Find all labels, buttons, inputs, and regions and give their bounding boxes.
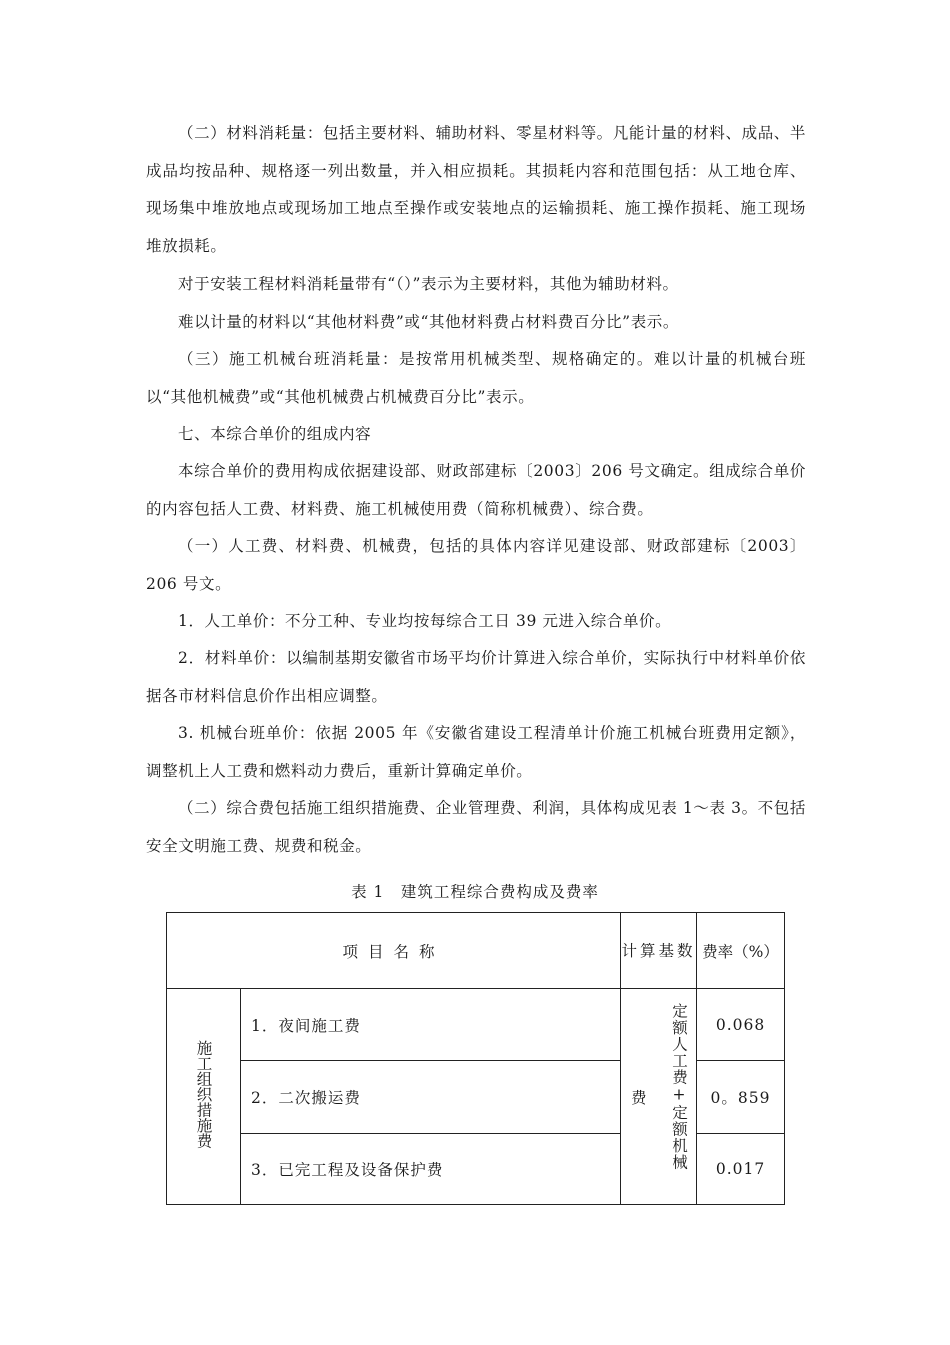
table-caption: 表 1 建筑工程综合费构成及费率 [351, 883, 599, 901]
category-cell [167, 989, 241, 1205]
rate-cell: 0.068 [697, 989, 785, 1061]
rate-cell: 0。859 [697, 1061, 785, 1134]
item-cell: 2．二次搬运费 [241, 1061, 621, 1134]
header-rate: 费率（%） [697, 913, 785, 989]
table-header-row [167, 913, 785, 989]
header-item-name: 项目名称 [167, 913, 621, 989]
calc-base-cell [621, 989, 697, 1205]
table-row [167, 989, 785, 1061]
section-heading-7: 七、本综合单价的组成内容 [178, 425, 372, 443]
fee-rate-table [166, 912, 785, 1205]
paragraph-machine-unit-price: 3. 机械台班单价：依据 2005 年《安徽省建设工程清单计价施工机械台班费用定额》，调整机上人工费和燃料动力费后，重新计算确定单价。 [146, 724, 806, 780]
paragraph-main-material-note: 对于安装工程材料消耗量带有“（）”表示为主要材料，其他为辅助材料。 [178, 275, 679, 293]
rate-cell: 0.017 [697, 1134, 785, 1205]
paragraph-composition-basis: 本综合单价的费用构成依据建设部、财政部建标〔2003〕206 号文确定。组成综合单价的内容包括人工费、材料费、施工机械使用费（简称机械费）、综合费。 [146, 462, 806, 518]
calc-base-right-text: 定额人工费+定额机械 [670, 1003, 689, 1171]
category-label: 施工组织措施费 [194, 1040, 213, 1149]
paragraph-machinery-consumption: （三）施工机械台班消耗量：是按常用机械类型、规格确定的。难以计量的机械台班以“其他机械费”或“其他机械费占机械费百分比”表示。 [146, 350, 806, 406]
item-cell: 1．夜间施工费 [241, 989, 621, 1061]
item-cell: 3．已完工程及设备保护费 [241, 1134, 621, 1205]
paragraph-material-consumption: （二）材料消耗量：包括主要材料、辅助材料、零星材料等。凡能计量的材料、成品、半成品均按品种、规格逐一列出数量，并入相应损耗。其损耗内容和范围包括：从工地仓库、现场集中堆放地点或现场加工地点至操作或安装地点的运输损耗、施工操作损耗、施工现场堆放损耗。 [146, 124, 806, 255]
paragraph-comprehensive-fee: （二）综合费包括施工组织措施费、企业管理费、利润，具体构成见表 1～表 3。不包括安全文明施工费、规费和税金。 [146, 799, 806, 855]
calc-base-left-text: 费 [631, 1088, 647, 1107]
paragraph-labor-unit-price: 1．人工单价：不分工种、专业均按每综合工日 39 元进入综合单价。 [178, 612, 672, 630]
paragraph-other-material-note: 难以计量的材料以“其他材料费”或“其他材料费占材料费百分比”表示。 [178, 313, 679, 331]
paragraph-material-unit-price: 2．材料单价：以编制基期安徽省市场平均价计算进入综合单价，实际执行中材料单价依据各市材料信息价作出相应调整。 [146, 649, 806, 705]
paragraph-labor-material-machine: （一）人工费、材料费、机械费，包括的具体内容详见建设部、财政部建标〔2003〕206 号文。 [146, 537, 806, 593]
header-calc-base: 计算基数 [621, 913, 697, 989]
